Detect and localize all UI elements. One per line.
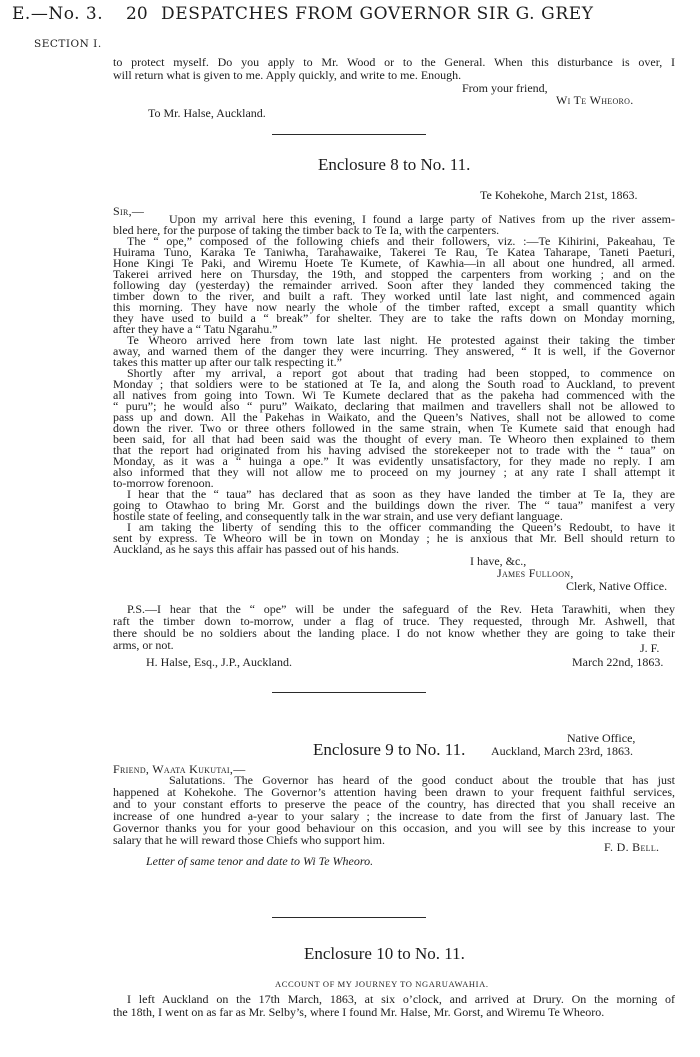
signature: F. D. Bell.	[604, 840, 660, 854]
paragraph-line: to protect myself. Do you apply to Mr. Wood or to the General. When this disturbance is over, I	[113, 56, 675, 69]
place-date: Te Kohekohe, March 21st, 1863.	[480, 188, 638, 202]
paragraph-line: sent by express. Te Wheoro will be in town on Monday ; he is anxious that Mr. Bell should return to	[113, 532, 675, 545]
signature: James Fulloon,	[497, 566, 574, 580]
signature-title: Clerk, Native Office.	[566, 579, 668, 593]
paragraph-line: all natives from going into Town. Wi Te Kumete declared that as the pakeha had commenced with the	[113, 389, 675, 402]
paragraph-line: to-morrow forenoon.	[113, 477, 214, 490]
paragraph-line: I am taking the liberty of sending this to the officer commanding the Queen’s Redoubt, to have it	[127, 521, 675, 534]
paragraph-line: I hear that the “ taua” has declared that as soon as they have landed the timber at Te Ia, they are	[127, 488, 675, 501]
paragraph-line: Auckland, as he says this affair has passed out of his hands.	[113, 543, 400, 556]
paragraph-line: following day (yesterday) the remainder arrived. Soon after they landed they commenced taking the	[113, 279, 675, 292]
paragraph-line: Hone Kingi Te Paki, and Wiremu Hoete Te Kumete, of Kawhia—in all about one hundred, all armed.	[113, 257, 675, 270]
paragraph-line: Salutations. The Governor has heard of the good conduct about the trouble that has just	[169, 774, 675, 787]
address-line: To Mr. Halse, Auckland.	[148, 106, 266, 120]
address-line: H. Halse, Esq., J.P., Auckland.	[146, 655, 292, 669]
paragraph-line: P.S.—I hear that the “ ope” will be under the safeguard of the Rev. Heta Tarawhiti, when they	[127, 603, 675, 616]
salutation: Sir,—	[113, 204, 145, 218]
paragraph-line: Te Wheoro arrived here from town late last night. He protested against their taking the timber	[127, 334, 675, 347]
paragraph-line: will return what is given to me. Apply quickly, and write to me. Enough.	[113, 69, 462, 82]
paragraph-line: I left Auckland on the 17th March, 1863, at six o’clock, and arrived at Drury. On the morning of	[127, 993, 675, 1006]
closing: From your friend,	[462, 81, 548, 95]
paragraph-line: going to Otawhao to bring Mr. Gorst and the buildings down the river. The “ taua” manifest a very	[113, 499, 675, 512]
paragraph-line: The “ ope,” composed of the following chiefs and their followers, viz. :—Te Kihirini, Pakeahau, Te	[127, 235, 675, 248]
signature: Wi Te Wheoro.	[556, 93, 634, 107]
paragraph-line: Upon my arrival here this evening, I found a large party of Natives from up the river assem-	[169, 213, 675, 226]
paragraph-line: increase of one hundred a-year to your salary ; the increase to date from the first of January last. The	[113, 810, 675, 823]
section-divider	[272, 917, 426, 918]
paragraph-line: after they have a “ Tatu Ngarahu.”	[113, 323, 278, 336]
paragraph-line: Shortly after my arrival, a report got about that trading had been stopped, to commence on	[127, 367, 675, 380]
paragraph-line: takes this matter up after our talk respecting it.”	[113, 356, 342, 369]
page-number: 20	[126, 4, 148, 24]
account-heading: ACCOUNT OF MY JOURNEY TO NGARUAWAHIA.	[275, 979, 489, 989]
paragraph-line: there should be no soldiers about the landing place. I do not know whether they are going to take their	[113, 627, 675, 640]
paragraph-line: hostile state of feeling, and consequently talk in the war strain, and use very defiant language.	[113, 510, 563, 523]
paragraph-line: the 18th, I went on as far as Mr. Selby’s, where I found Mr. Halse, Mr. Gorst, and Wiremu Te Wheoro.	[113, 1006, 605, 1019]
paragraph-line: pass up and down. All the Pakehas in Waikato, and the Queen’s Natives, shall not be allowed to come	[113, 411, 675, 424]
paragraph-line: bled here, for the purpose of taking the timber back to Te Ia, with the carpenters.	[113, 224, 500, 237]
enclosure-heading: Enclosure 8 to No. 11.	[318, 155, 471, 174]
paragraph-line: salary that he will reward those Chiefs who support him.	[113, 834, 385, 847]
postscript-date: March 22nd, 1863.	[572, 655, 664, 669]
closing: I have, &c.,	[470, 554, 527, 568]
paragraph-line: this morning. They have now nearly the whole of the timber rafted, except a small quantity which	[113, 301, 675, 314]
tenor-note: Letter of same tenor and date to Wi Te Wheoro.	[146, 854, 374, 868]
paragraph-line: and to your constant efforts to preserve the peace of the country, has directed that you shall receive an	[113, 798, 675, 811]
enclosure-heading: Enclosure 9 to No. 11.	[313, 740, 466, 759]
office-line: Native Office,	[567, 731, 636, 745]
paragraph-line: down the river. Two or three others followed in the same strain, when Te Kumete said that enough had	[113, 422, 675, 435]
paragraph-line: away, and warned them of the danger they were incurring. They answered, “ It is well, if the Governor	[113, 345, 675, 358]
salutation: Friend, Waata Kukutai,—	[113, 762, 246, 776]
running-title: DESPATCHES FROM GOVERNOR SIR G. GREY	[161, 4, 594, 24]
paragraph-line: happened at Kohekohe. The Governor’s attention having been drawn to your frequent faithful services,	[113, 786, 675, 799]
paragraph-line: Governor thanks you for your good behaviour on this occasion, and you will see by this increase to your	[113, 822, 675, 835]
paragraph-line: also informed that they will not allow me to proceed on my journey ; at any rate I shall attempt it	[113, 466, 675, 479]
paragraph-line: timber down to the river, and built a raft. They worked until late last night, and commenced again	[113, 290, 675, 303]
paragraph-line: raft the timber down to-morrow, under a flag of truce. They requested, through Mr. Ashwell, that	[113, 615, 675, 628]
paragraph-line: “ puru”; he would also “ puru” Waikato, declaring that mailmen and travellers shall not be allowed to	[113, 400, 675, 413]
paragraph-line: been said, for all that had been said was the thought of every man. Te Wheoro then explained to them	[113, 433, 675, 446]
paragraph-line: they have used to build a “ break” for shelter. They are to take the rafts down on Monday morning,	[113, 312, 675, 325]
postscript-initials: J. F.	[640, 641, 660, 655]
enclosure-heading: Enclosure 10 to No. 11.	[304, 944, 465, 963]
paragraph-line: Takerei arrived here on Thursday, the 19th, and stopped the carpenters from working ; and on the	[113, 268, 675, 281]
place-date: Auckland, March 23rd, 1863.	[491, 744, 633, 758]
section-label: SECTION I.	[34, 38, 102, 50]
paragraph-line: Monday, as it was a “ huinga a ope.” It was evidently unsatisfactory, for they made no reply. I am	[113, 455, 675, 468]
paragraph-line: Monday ; that soldiers were to be stationed at Te Ia, and along the South road to Auckland, to prevent	[113, 378, 675, 391]
section-divider	[272, 134, 426, 135]
paragraph-line: that the report had originated from his having advised the storekeeper not to trade with the “ taua” on	[113, 444, 675, 457]
section-divider	[272, 692, 426, 693]
document-reference: E.—No. 3.	[12, 4, 104, 24]
paragraph-line: Huirama Tuno, Karaka Te Taniwha, Tarahawaike, Takerei Te Rau, Te Katea Taharape, Taneti Paeturi,	[113, 246, 675, 259]
paragraph-line: arms, or not.	[113, 639, 174, 652]
